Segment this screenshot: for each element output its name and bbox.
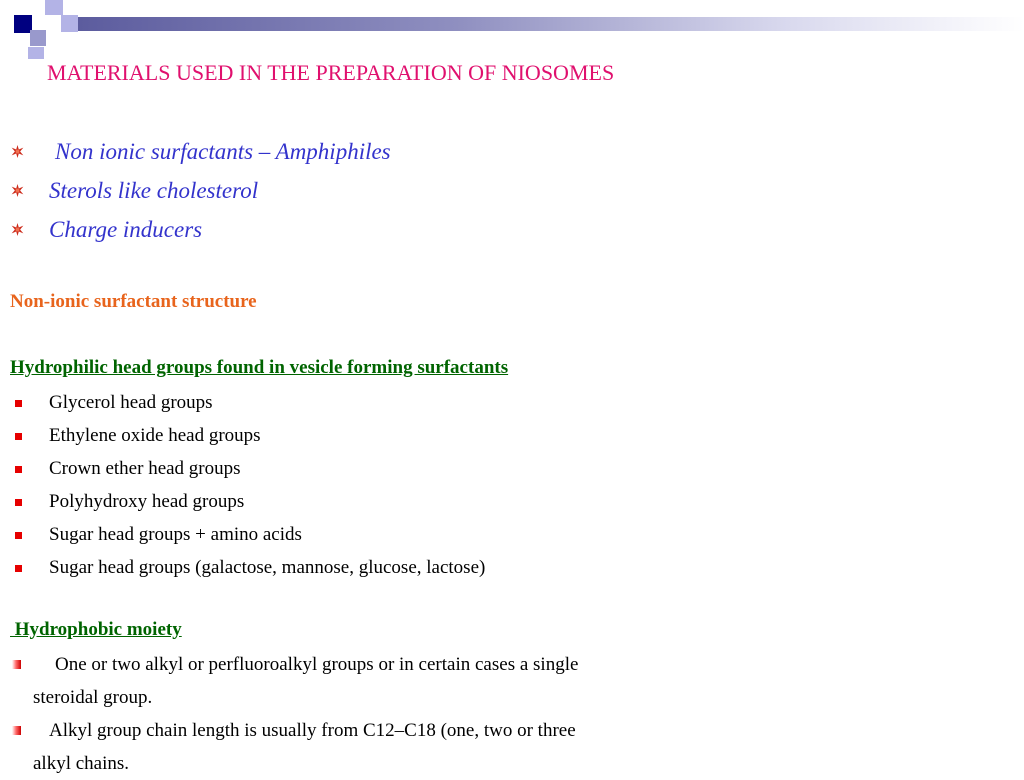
deco-square-light <box>45 0 63 15</box>
deco-square-light <box>28 47 44 59</box>
list-item <box>10 714 578 780</box>
square-bullet-icon <box>15 433 22 440</box>
list-item-label: Glycerol head groups <box>49 392 213 413</box>
square-bullet-icon <box>15 532 22 539</box>
material-label: Charge inducers <box>49 217 203 242</box>
header-gradient-bar <box>78 17 1024 31</box>
hydrophobic-list <box>10 648 578 780</box>
material-label: Sterols like cholesterol <box>49 178 259 203</box>
hydrophilic-heading: Hydrophilic head groups found in vesicle forming surfactants <box>10 357 509 378</box>
square-bullet-icon <box>15 466 22 473</box>
list-item-continuation: alkyl chains. <box>33 753 130 774</box>
list-item-label: Ethylene oxide head groups <box>49 425 261 446</box>
list-item-label: Sugar head groups (galactose, mannose, glucose, lactose) <box>49 557 486 578</box>
list-item-label: Polyhydroxy head groups <box>49 491 245 512</box>
material-label: Non ionic surfactants – Amphiphiles <box>55 139 391 164</box>
starburst-bullet-icon <box>11 223 24 236</box>
gradient-square-bullet-icon <box>12 726 21 735</box>
square-bullet-icon <box>15 499 22 506</box>
deco-square-mid <box>30 30 46 46</box>
list-item-label: One or two alkyl or perfluoroalkyl groups or in certain cases a single <box>55 654 579 675</box>
list-item <box>10 648 578 714</box>
starburst-bullet-icon <box>11 184 24 197</box>
deco-square-light <box>61 15 78 32</box>
hydrophobic-heading: Hydrophobic moiety <box>10 619 182 640</box>
square-bullet-icon <box>15 400 22 407</box>
square-bullet-icon <box>15 565 22 572</box>
starburst-bullet-icon <box>11 145 24 158</box>
list-item-label: Alkyl group chain length is usually from C12–C18 (one, two or three <box>49 720 576 741</box>
page-title: MATERIALS USED IN THE PREPARATION OF NIOSOMES <box>47 60 615 85</box>
list-item-label: Sugar head groups + amino acids <box>49 524 302 545</box>
list-item-continuation: steroidal group. <box>33 687 153 708</box>
list-item-label: Crown ether head groups <box>49 458 241 479</box>
section-label: Non-ionic surfactant structure <box>10 291 257 312</box>
gradient-square-bullet-icon <box>12 660 21 669</box>
